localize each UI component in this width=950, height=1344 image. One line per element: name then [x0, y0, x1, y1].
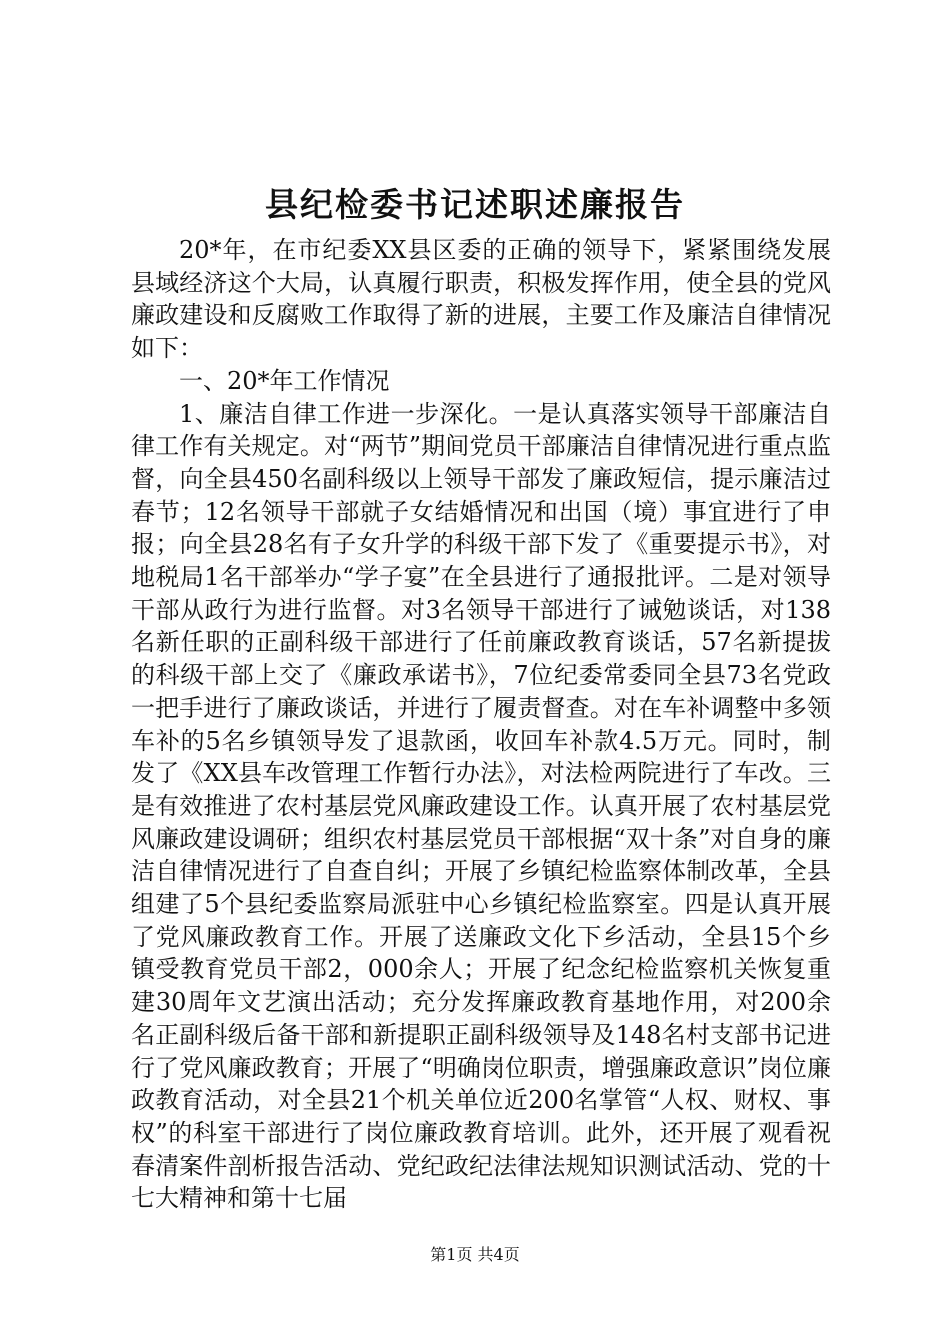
intro-paragraph: 20*年，在市纪委XX县区委的正确的领导下，紧紧围绕发展县域经济这个大局，认真履行职责，积极发挥作用，使全县的党风廉政建设和反腐败工作取得了新的进展，主要工作及廉洁自律情况如下：: [131, 236, 831, 363]
document-body: [131, 234, 831, 1215]
body-paragraph: 1、廉洁自律工作进一步深化。一是认真落实领导干部廉洁自律工作有关规定。对“两节”期间党员干部廉洁自律情况进行重点监督，向全县450名副科级以上领导干部发了廉政短信，提示廉洁过春节；12名领导干部就子女结婚情况和出国（境）事宜进行了申报；向全县28名有子女升学的科级干部下发了《重要提示书》，对地税局1名干部举办“学子宴”在全县进行了通报批评。二是对领导干部从政行为进行监督。对3名领导干部进行了诫勉谈话，对138名新任职的正副科级干部进行了任前廉政教育谈话，57名新提拔的科级干部上交了《廉政承诺书》，7位纪委常委同全县73名党政一把手进行了廉政谈话，并进行了履责督查。对在车补调整中多领车补的5名乡镇领导发了退款函，收回车补款4.5万元。同时，制发了《XX县车改管理工作暂行办法》，对法检两院进行了车改。三是有效推进了农村基层党风廉政建设工作。认真开展了农村基层党风廉政建设调研；组织农村基层党员干部根据“双十条”对自身的廉洁自律情况进行了自查自纠；开展了乡镇纪检监察体制改革，全县组建了5个县纪委监察局派驻中心乡镇纪检监察室。四是认真开展了党风廉政教育工作。开展了送廉政文化下乡活动，全县15个乡镇受教育党员干部2，000余人；开展了纪念纪检监察机关恢复重建30周年文艺演出活动；充分发挥廉政教育基地作用，对200余名正副科级后备干部和新提职正副科级领导及148名村支部书记进行了党风廉政教育；开展了“明确岗位职责，增强廉政意识”岗位廉政教育活动，对全县21个机关单位近200名掌管“人权、财权、事权”的科室干部进行了岗位廉政教育培训。此外，还开展了观看祝春清案件剖析报告活动、党纪政纪法律法规知识测试活动、党的十七大精神和第十七届: [131, 399, 831, 1213]
section-heading: 一、20*年工作情况: [179, 366, 390, 395]
document-title: 县纪检委书记述职述廉报告: [265, 185, 685, 224]
page-number: 第1页 共4页: [430, 1245, 520, 1264]
